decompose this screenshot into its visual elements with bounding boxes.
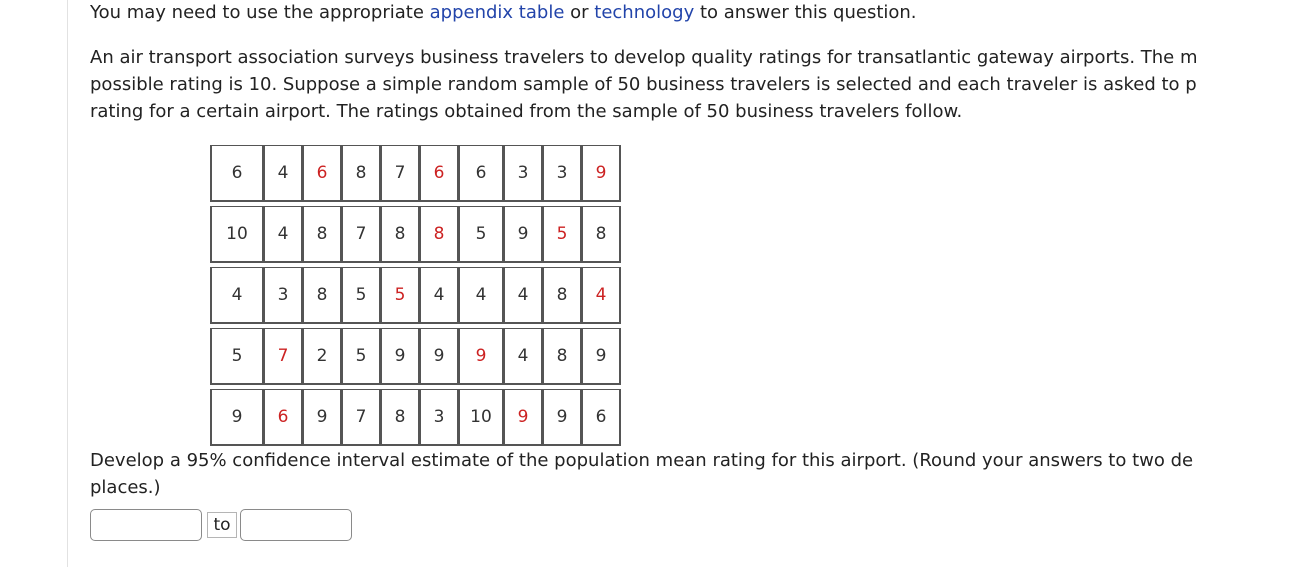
table-cell: 4 [264,206,303,263]
appendix-table-link[interactable]: appendix table [429,2,565,23]
table-cell: 4 [504,328,543,385]
table-cell: 9 [420,328,459,385]
table-cell: 5 [381,267,420,324]
table-cell: 9 [459,328,504,385]
table-cell: 10 [210,206,264,263]
table-cell: 8 [543,267,582,324]
problem-line-3: rating for a certain airport. The ratings obtained from the sample of 50 business travelers follow. [90,101,963,122]
table-cell: 4 [504,267,543,324]
table-cell: 8 [303,206,342,263]
table-cell: 3 [543,145,582,202]
table-cell: 8 [582,206,621,263]
table-cell: 3 [504,145,543,202]
table-cell: 6 [420,145,459,202]
table-cell: 4 [264,145,303,202]
table-cell: 7 [342,389,381,446]
lower-bound-input[interactable] [90,509,202,541]
table-cell: 5 [210,328,264,385]
table-cell: 5 [543,206,582,263]
table-cell: 8 [381,389,420,446]
table-row [210,328,621,385]
table-cell: 8 [303,267,342,324]
table-cell: 2 [303,328,342,385]
table-cell: 9 [582,145,621,202]
table-cell: 8 [381,206,420,263]
to-label: to [207,512,237,538]
table-cell: 4 [420,267,459,324]
table-cell: 3 [420,389,459,446]
table-cell: 9 [303,389,342,446]
table-cell: 5 [459,206,504,263]
table-cell: 9 [582,328,621,385]
question-line-2: places.) [90,477,161,498]
table-cell: 6 [459,145,504,202]
table-cell: 10 [459,389,504,446]
table-cell: 4 [210,267,264,324]
technology-link[interactable]: technology [594,2,695,23]
problem-line-1: An air transport association surveys business travelers to develop quality ratings for transatlantic gateway airports. The m [90,47,1198,68]
table-cell: 7 [264,328,303,385]
upper-bound-input[interactable] [240,509,352,541]
instructions-pre: You may need to use the appropriate [90,2,430,23]
instructions-mid: or [564,2,595,23]
instructions-post: to answer this question. [694,2,917,23]
question-line-1: Develop a 95% confidence interval estimate of the population mean rating for this airport. (Round your answers to two de [90,450,1194,471]
table-cell: 9 [543,389,582,446]
table-cell: 8 [420,206,459,263]
table-row [210,389,621,446]
table-cell: 6 [303,145,342,202]
table-row [210,267,621,324]
table-cell: 8 [543,328,582,385]
table-cell: 5 [342,267,381,324]
ratings-table [210,145,621,446]
table-row [210,206,621,263]
table-cell: 9 [504,206,543,263]
table-cell: 4 [459,267,504,324]
table-cell: 9 [504,389,543,446]
instructions-line [90,0,917,26]
table-cell: 5 [342,328,381,385]
table-cell: 9 [381,328,420,385]
table-cell: 6 [210,145,264,202]
table-row [210,145,621,202]
table-cell: 8 [342,145,381,202]
left-margin-rule [67,0,68,567]
table-cell: 4 [582,267,621,324]
table-cell: 9 [210,389,264,446]
table-cell: 6 [582,389,621,446]
table-cell: 7 [342,206,381,263]
table-cell: 3 [264,267,303,324]
table-cell: 6 [264,389,303,446]
table-cell: 7 [381,145,420,202]
problem-line-2: possible rating is 10. Suppose a simple random sample of 50 business travelers is selected and each traveler is asked to p [90,74,1197,95]
